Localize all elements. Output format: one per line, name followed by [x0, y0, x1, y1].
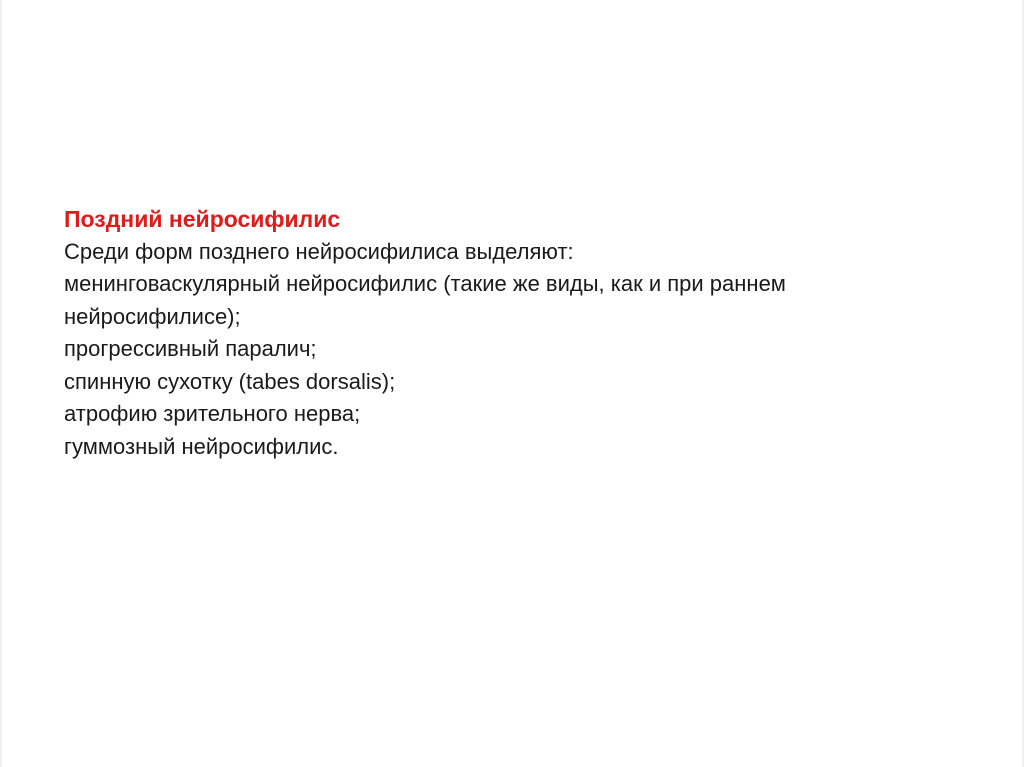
- list-item-gummatous: гуммозный нейросифилис.: [64, 433, 339, 459]
- list-item-progressive-paralysis: прогрессивный паралич;: [64, 336, 317, 361]
- list-item-optic-atrophy: атрофию зрительного нерва;: [64, 401, 361, 426]
- slide-title: Поздний нейросифилис: [64, 206, 341, 232]
- list-item-meningovascular-cont: нейросифилисе);: [64, 303, 241, 329]
- list-item-tabes-dorsalis: спинную сухотку (tabes dorsalis);: [64, 368, 396, 394]
- intro-line: Среди форм позднего нейросифилиса выделяют:: [64, 238, 574, 264]
- list-item-meningovascular: менинговаскулярный нейросифилис (такие же виды, как и при раннем: [64, 271, 786, 296]
- slide-content: [64, 203, 964, 463]
